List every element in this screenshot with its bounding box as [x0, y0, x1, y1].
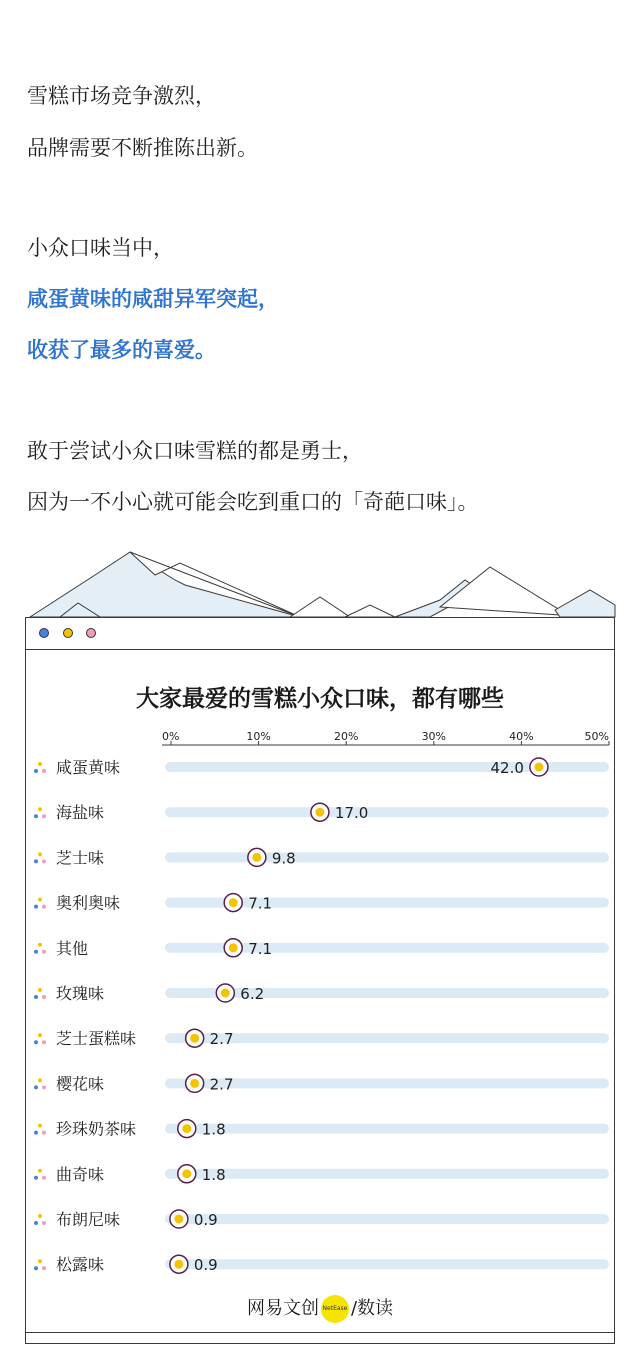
x-tick-label: 50% — [584, 730, 609, 743]
value-marker-center — [182, 1124, 191, 1133]
value-marker-center — [190, 1034, 199, 1043]
category-label: 曲奇味 — [56, 1164, 105, 1184]
category-label: 布朗尼味 — [56, 1210, 121, 1229]
bullet-dot-icon — [42, 995, 46, 999]
data-label: 42.0 — [490, 759, 524, 777]
category-label: 樱花味 — [56, 1074, 105, 1094]
bullet-dot-icon — [38, 1214, 42, 1218]
value-marker-center — [229, 943, 238, 952]
bullet-dot-icon — [42, 814, 46, 818]
bullet-dot-icon — [38, 1169, 42, 1173]
bullet-dot-icon — [42, 1040, 46, 1044]
bullet-dot-icon — [42, 1176, 46, 1180]
bullet-dot-icon — [42, 950, 46, 954]
category-label: 玫瑰味 — [56, 984, 105, 1003]
intro-line-2: 品牌需要不断推陈出新。 — [27, 136, 258, 160]
category-label: 芝士味 — [56, 848, 105, 868]
brand-separator: / — [350, 1298, 358, 1319]
category-label: 其他 — [56, 938, 89, 958]
value-marker-center — [174, 1260, 183, 1269]
x-tick-label: 10% — [246, 730, 271, 743]
category-label: 芝士蛋糕味 — [56, 1029, 137, 1049]
bullet-dot-icon — [34, 1040, 38, 1044]
category-label: 海盐味 — [56, 803, 105, 823]
value-track — [165, 1259, 609, 1269]
bullet-dot-icon — [42, 1221, 46, 1225]
x-tick-label: 20% — [333, 730, 359, 743]
data-label: 7.1 — [248, 939, 273, 958]
category-label: 奥利奥味 — [56, 893, 121, 913]
data-label: 0.9 — [193, 1211, 218, 1229]
value-marker-center — [252, 853, 261, 862]
bullet-dot-icon — [38, 898, 42, 902]
value-track — [165, 1124, 609, 1134]
data-label: 2.7 — [209, 1075, 234, 1094]
category-label: 松露味 — [56, 1255, 105, 1275]
bullet-dot-icon — [34, 995, 38, 999]
intro-line-1: 雪糕市场竞争激烈， — [27, 84, 216, 108]
value-track — [165, 807, 609, 817]
bullet-dot-icon — [34, 1176, 38, 1180]
value-marker-center — [229, 898, 238, 907]
data-label: 1.8 — [201, 1120, 226, 1139]
bullet-dot-icon — [38, 762, 42, 766]
chart-title: 大家最爱的雪糕小众口味，都有哪些 — [136, 686, 504, 712]
bullet-dot-icon — [42, 905, 46, 909]
value-marker-center — [315, 808, 324, 817]
data-label: 0.9 — [193, 1256, 218, 1275]
bullet-dot-icon — [34, 769, 38, 773]
x-tick-label: 40% — [509, 730, 534, 743]
category-label: 珍珠奶茶味 — [56, 1119, 137, 1139]
value-marker-center — [174, 1215, 183, 1224]
data-label: 1.8 — [201, 1165, 226, 1184]
bullet-dot-icon — [38, 1033, 42, 1037]
bullet-dot-icon — [38, 1124, 42, 1128]
window-bottom-bar — [26, 1332, 614, 1333]
data-label: 9.8 — [271, 849, 296, 868]
bullet-dot-icon — [38, 988, 42, 992]
data-label: 7.1 — [248, 894, 273, 913]
bullet-dot-icon — [42, 1085, 46, 1089]
dot-chart — [26, 618, 616, 1288]
bullet-dot-icon — [38, 807, 42, 811]
mountain-decoration — [0, 545, 641, 625]
bullet-dot-icon — [38, 1259, 42, 1263]
intro-line-3: 小众口味当中， — [27, 236, 174, 260]
value-marker-center — [221, 989, 230, 998]
bullet-dot-icon — [38, 1078, 42, 1082]
brand-left: 网易文创 — [246, 1298, 319, 1319]
bullet-dot-icon — [42, 1266, 46, 1270]
bullet-dot-icon — [38, 943, 42, 947]
bullet-dot-icon — [34, 950, 38, 954]
x-tick-label: 30% — [421, 730, 447, 743]
data-label: 17.0 — [334, 804, 369, 823]
x-tick-label: 0% — [162, 730, 180, 743]
brand-right: 数读 — [357, 1298, 394, 1319]
bullet-dot-icon — [42, 769, 46, 773]
intro-line-6: 敢于尝试小众口味雪糕的都是勇士， — [27, 439, 363, 463]
bullet-dot-icon — [34, 1085, 38, 1089]
chart-window — [25, 617, 615, 1344]
value-track — [165, 1214, 609, 1224]
bullet-dot-icon — [38, 852, 42, 856]
bullet-dot-icon — [42, 859, 46, 863]
intro-line-5-highlight: 收获了最多的喜爱。 — [27, 338, 216, 362]
value-track — [165, 1169, 609, 1179]
bullet-dot-icon — [34, 814, 38, 818]
data-label: 6.2 — [240, 985, 265, 1003]
category-label: 咸蛋黄味 — [56, 758, 121, 777]
intro-line-4-highlight: 咸蛋黄味的咸甜异军突起， — [27, 287, 279, 311]
bullet-dot-icon — [34, 1221, 38, 1225]
value-marker-center — [190, 1079, 199, 1088]
brand-logo — [26, 1294, 614, 1323]
value-track — [165, 852, 609, 862]
bullet-dot-icon — [34, 905, 38, 909]
bullet-dot-icon — [34, 1266, 38, 1270]
value-marker-center — [182, 1169, 191, 1178]
bullet-dot-icon — [34, 859, 38, 863]
data-label: 2.7 — [209, 1030, 234, 1049]
netease-badge: NetEase — [321, 1295, 349, 1323]
value-marker-center — [534, 763, 543, 772]
bullet-dot-icon — [42, 1131, 46, 1135]
intro-line-7: 因为一不小心就可能会吃到重口的「奇葩口味」。 — [27, 490, 479, 514]
bullet-dot-icon — [34, 1131, 38, 1135]
